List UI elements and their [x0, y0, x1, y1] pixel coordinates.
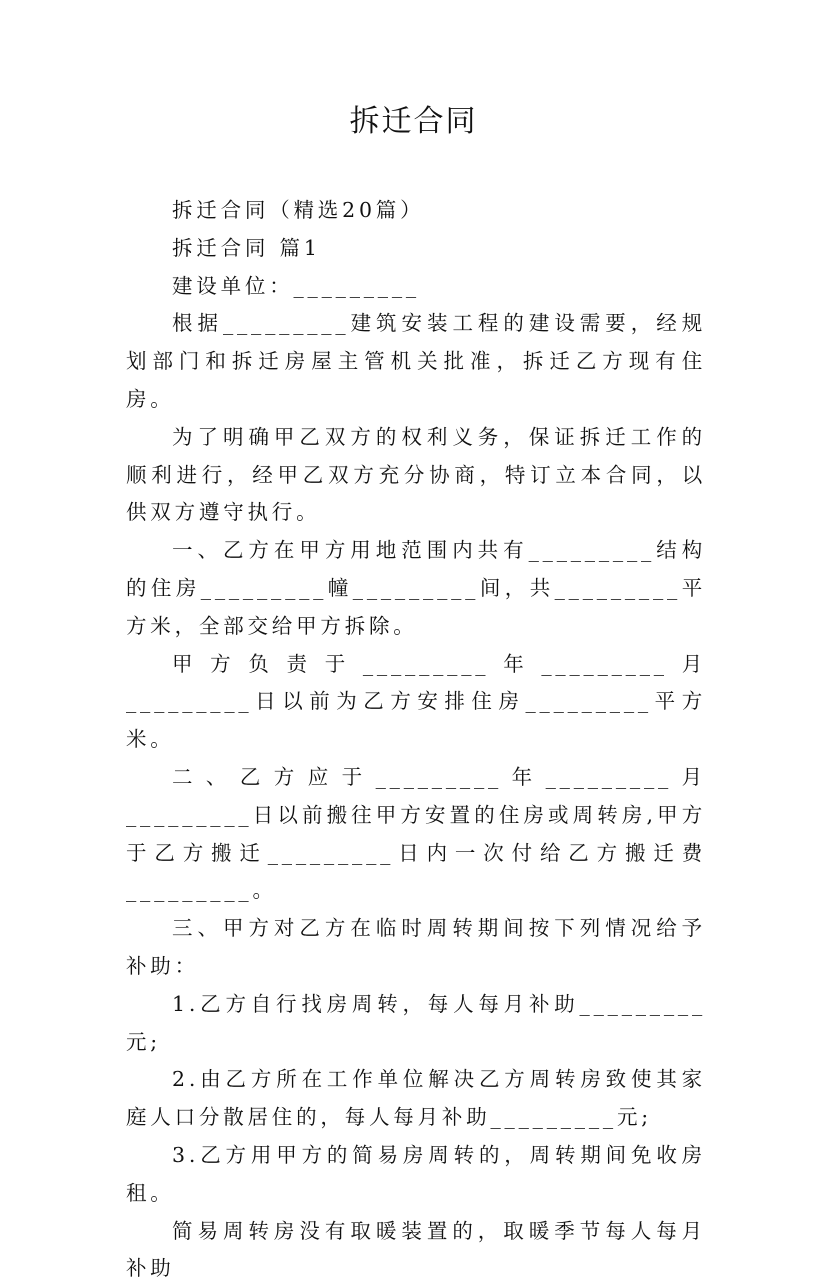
- paragraph-clause-3: 三、甲方对乙方在临时周转期间按下列情况给予补助：: [126, 916, 706, 978]
- paragraph-construction-unit: 建设单位：_________: [172, 273, 420, 298]
- paragraph-clause-3-item-2: 2.由乙方所在工作单位解决乙方周转房致使其家庭人口分散居住的，每人每月补助_________元;: [126, 1067, 706, 1130]
- paragraph-intro-heading: 拆迁合同（精选20篇）: [172, 198, 425, 222]
- paragraph-clause-1: 一、乙方在甲方用地范围内共有_________结构的住房_________幢_________间，共_________平方米，全部交给甲方拆除。: [126, 538, 706, 638]
- paragraph-clause-1-housing: 甲方负责于_________年_________月_________日以前为乙方安排住房_________平方米。: [126, 651, 706, 752]
- document-title: 拆迁合同: [349, 104, 478, 139]
- document-body: [126, 192, 706, 1288]
- paragraph-section-heading: 拆迁合同 篇1: [172, 235, 321, 260]
- paragraph-basis: 根据_________建筑安装工程的建设需要，经规划部门和拆迁房屋主管机关批准，拆迁乙方现有住房。: [126, 311, 706, 411]
- paragraph-clause-3-item-1: 1.乙方自行找房周转，每人每月补助_________元;: [126, 991, 706, 1054]
- paragraph-purpose: 为了明确甲乙双方的权利义务，保证拆迁工作的顺利进行，经甲乙双方充分协商，特订立本合同，以供双方遵守执行。: [126, 424, 706, 525]
- paragraph-clause-3-item-3: 3.乙方用甲方的简易房周转的，周转期间免收房租。: [126, 1142, 706, 1205]
- paragraph-clause-2: 二、乙方应于_________年_________月_________日以前搬往甲方安置的住房或周转房,甲方于乙方搬迁_________日内一次付给乙方搬迁费_________。: [126, 764, 706, 903]
- paragraph-heating-subsidy: 简易周转房没有取暖装置的，取暖季节每人每月补助: [126, 1218, 706, 1281]
